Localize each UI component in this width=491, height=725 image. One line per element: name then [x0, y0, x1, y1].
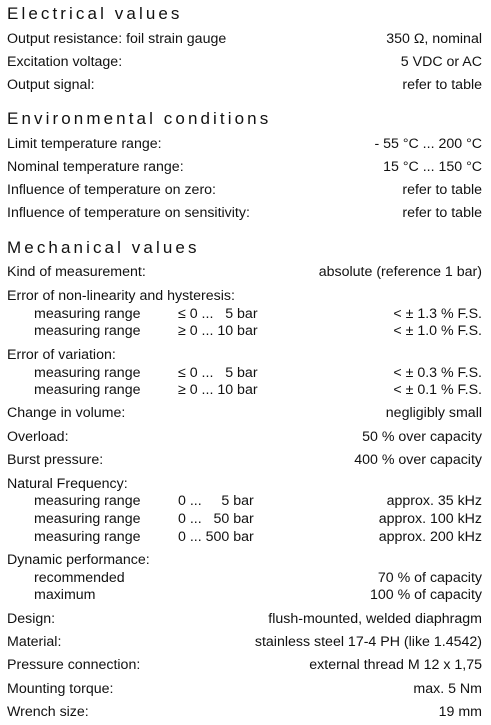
spec-row — [7, 75, 482, 95]
spec-label: Influence of temperature on sensitivity: — [7, 205, 250, 221]
spec-label: Error of non-linearity and hysteresis: — [7, 288, 235, 304]
sub-range: 0 ... 50 bar — [178, 511, 254, 527]
spec-group-label — [7, 286, 482, 306]
spec-value: - 55 °C ... 200 °C — [374, 136, 482, 152]
spec-label: Mounting torque: — [7, 681, 114, 697]
spec-value: max. 5 Nm — [413, 681, 482, 697]
sub-row — [0, 569, 491, 587]
sub-name: recommended — [34, 570, 125, 586]
sub-range: ≥ 0 ... 10 bar — [178, 382, 258, 398]
sub-value: 70 % of capacity — [377, 570, 482, 586]
spec-value: refer to table — [402, 182, 482, 198]
spec-value: 350 Ω, nominal — [386, 31, 482, 47]
sub-name: measuring range — [34, 511, 141, 527]
section-title-environmental: Environmental conditions — [7, 109, 272, 128]
sub-value: approx. 35 kHz — [386, 493, 482, 509]
sub-value: approx. 200 kHz — [378, 529, 482, 545]
sub-value: < ± 0.1 % F.S. — [393, 382, 482, 398]
sub-name: measuring range — [34, 306, 141, 322]
section-title-electrical: Electrical values — [7, 4, 183, 23]
spec-value: refer to table — [402, 205, 482, 221]
spec-row — [7, 29, 482, 49]
spec-group-label — [7, 550, 482, 570]
sub-row — [0, 492, 491, 510]
sub-range: ≥ 0 ... 10 bar — [178, 323, 258, 339]
spec-value: negligibly small — [385, 405, 482, 421]
sub-value: < ± 0.3 % F.S. — [393, 365, 482, 381]
spec-label: Kind of measurement: — [7, 264, 146, 280]
spec-label: Natural Frequency: — [7, 476, 128, 492]
sub-row — [0, 528, 491, 546]
spec-label: Material: — [7, 634, 62, 650]
sub-name: measuring range — [34, 529, 141, 545]
spec-label: Overload: — [7, 429, 69, 445]
sub-row — [0, 510, 491, 528]
spec-label: Burst pressure: — [7, 452, 104, 468]
sub-value: < ± 1.3 % F.S. — [393, 306, 482, 322]
sub-range: 0 ... 5 bar — [178, 493, 254, 509]
spec-row — [7, 157, 482, 177]
spec-label: Limit temperature range: — [7, 136, 162, 152]
spec-label: Nominal temperature range: — [7, 159, 184, 175]
spec-value: 50 % over capacity — [362, 429, 482, 445]
sub-range: 0 ... 500 bar — [178, 529, 254, 545]
spec-group-label — [7, 474, 482, 494]
spec-label: Dynamic performance: — [7, 552, 150, 568]
spec-value: refer to table — [402, 77, 482, 93]
spec-value: 15 °C ... 150 °C — [383, 159, 482, 175]
spec-label: Error of variation: — [7, 347, 116, 363]
spec-value: stainless steel 17-4 PH (like 1.4542) — [254, 634, 482, 650]
spec-value: flush-mounted, welded diaphragm — [268, 611, 482, 627]
spec-row — [7, 450, 482, 470]
spec-row — [7, 180, 482, 200]
spec-label: Change in volume: — [7, 405, 126, 421]
sub-row — [0, 364, 491, 382]
sub-name: maximum — [34, 587, 96, 603]
spec-row — [7, 632, 482, 652]
spec-value: absolute (reference 1 bar) — [318, 264, 482, 280]
sub-range: ≤ 0 ... 5 bar — [178, 365, 258, 381]
sub-name: measuring range — [34, 365, 141, 381]
spec-row — [7, 403, 482, 423]
spec-row — [7, 702, 482, 722]
sub-range: ≤ 0 ... 5 bar — [178, 306, 258, 322]
sub-row — [0, 381, 491, 399]
spec-row — [7, 262, 482, 282]
sub-value: approx. 100 kHz — [378, 511, 482, 527]
spec-value: 400 % over capacity — [354, 452, 482, 468]
sub-name: measuring range — [34, 323, 141, 339]
spec-row — [7, 203, 482, 223]
spec-group-label — [7, 345, 482, 365]
spec-row — [7, 609, 482, 629]
spec-label: Output signal: — [7, 77, 95, 93]
spec-label: Excitation voltage: — [7, 54, 123, 70]
sub-row — [0, 586, 491, 604]
sub-name: measuring range — [34, 382, 141, 398]
sub-name: measuring range — [34, 493, 141, 509]
spec-row — [7, 427, 482, 447]
section-title-mechanical: Mechanical values — [7, 238, 200, 257]
spec-value: 5 VDC or AC — [400, 54, 482, 70]
spec-row — [7, 679, 482, 699]
spec-label: Wrench size: — [7, 704, 89, 720]
sub-row — [0, 305, 491, 323]
spec-label: Design: — [7, 611, 56, 627]
spec-value: external thread M 12 x 1,75 — [309, 657, 482, 673]
spec-row — [7, 655, 482, 675]
sub-value: < ± 1.0 % F.S. — [393, 323, 482, 339]
spec-label: Output resistance: foil strain gauge — [7, 31, 227, 47]
spec-row — [7, 52, 482, 72]
spec-label: Pressure connection: — [7, 657, 141, 673]
spec-value: 19 mm — [438, 704, 482, 720]
sub-row — [0, 322, 491, 340]
spec-label: Influence of temperature on zero: — [7, 182, 216, 198]
sub-value: 100 % of capacity — [370, 587, 482, 603]
spec-row — [7, 134, 482, 154]
